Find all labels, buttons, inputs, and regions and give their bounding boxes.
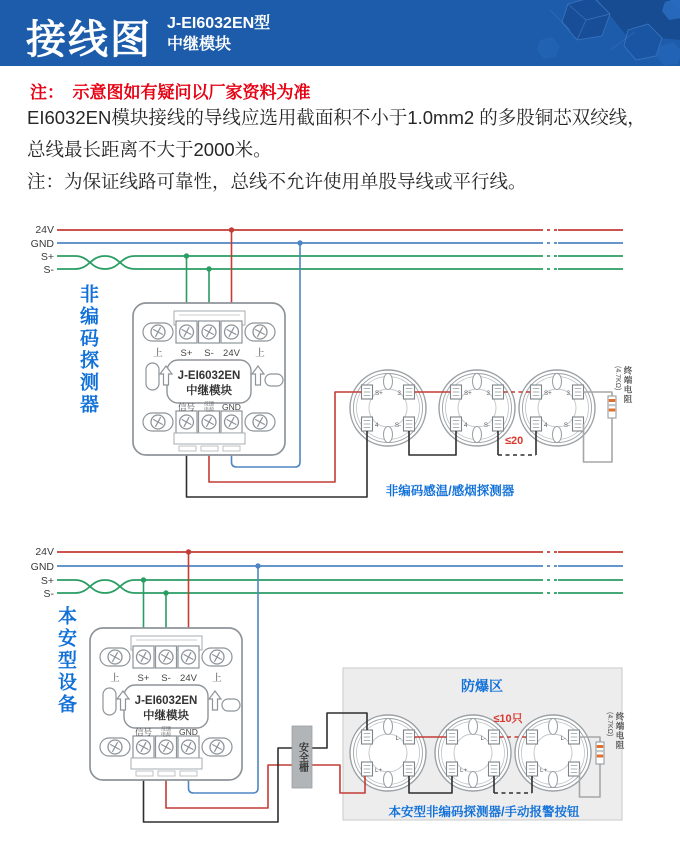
detector-5 <box>435 715 511 791</box>
side-label-1: 非编码探测器 <box>77 284 98 416</box>
bus-lines-1 <box>57 230 623 269</box>
svg-text:上: 上 <box>153 348 163 359</box>
side-label-2: 本安型设备 <box>55 606 76 716</box>
note-warning: 注： 示意图如有疑问以厂家资料为准 <box>30 83 311 102</box>
count-label-2: ≤10只 <box>493 713 523 725</box>
node-24v-2 <box>186 549 191 554</box>
svg-text:4: 4 <box>544 422 548 429</box>
node-gnd-1 <box>297 240 302 245</box>
eol-label-2 <box>606 712 626 750</box>
svg-text:L+: L+ <box>375 767 383 774</box>
svg-text:4: 4 <box>375 422 379 429</box>
node-sminus-2 <box>163 590 168 595</box>
bus-label-sminus: S- <box>43 264 54 276</box>
node-sminus-1 <box>206 266 211 271</box>
eol-value-2: (4.7KΩ) <box>606 712 613 737</box>
caption-1: 非编码感温/感烟探测器 <box>385 484 515 498</box>
note-2: 注：为保证线路可靠性，总线不允许使用单股导线或平行线。 <box>27 171 527 192</box>
svg-text:中继模块: 中继模块 <box>186 385 232 397</box>
bus2-label-24v: 24V <box>35 546 54 558</box>
svg-text:S+: S+ <box>137 673 150 684</box>
svg-text:S-: S- <box>483 422 490 429</box>
svg-text:3: 3 <box>397 390 401 397</box>
svg-text:S+: S+ <box>464 390 472 397</box>
bus-label-splus: S+ <box>40 251 54 263</box>
svg-text:L+: L+ <box>540 767 548 774</box>
module-type-label: 中继模块 <box>167 36 232 53</box>
svg-text:S-: S- <box>563 422 570 429</box>
node-splus-1 <box>184 253 189 258</box>
svg-text:信号: 信号 <box>134 727 153 737</box>
svg-text:4: 4 <box>464 422 468 429</box>
eol-value-1: (4.7KΩ) <box>614 366 621 391</box>
eol-resistor-2 <box>596 742 604 764</box>
svg-text:3: 3 <box>566 390 570 397</box>
bus-lines-2 <box>57 552 623 593</box>
svg-text:中继模块: 中继模块 <box>143 710 189 722</box>
svg-text:J-EI6032EN: J-EI6032EN <box>177 370 241 382</box>
detector-1 <box>350 370 426 446</box>
eol-name-1: 终端电阻 <box>623 366 633 404</box>
spec-line-2: 总线最长距离不大于2000米。 <box>27 139 272 160</box>
svg-text:电源: 电源 <box>160 732 172 738</box>
svg-text:上: 上 <box>255 348 265 359</box>
svg-text:反馈: 反馈 <box>160 726 172 733</box>
svg-text:L-: L- <box>560 735 566 742</box>
svg-text:L-: L- <box>480 735 486 742</box>
svg-text:3: 3 <box>486 390 490 397</box>
bus2-label-gnd: GND <box>30 561 54 573</box>
svg-text:S+: S+ <box>544 390 552 397</box>
bus2-label-splus: S+ <box>40 575 54 587</box>
svg-text:上: 上 <box>110 673 120 684</box>
model-label: J-EI6032EN型 <box>167 15 271 32</box>
page-title: 接线图 <box>26 18 152 62</box>
svg-text:电源: 电源 <box>203 407 215 413</box>
svg-text:24V: 24V <box>223 348 240 359</box>
bus-label-24v: 24V <box>35 224 54 236</box>
svg-text:S-: S- <box>204 348 214 359</box>
eol-name-2: 终端电阻 <box>615 712 625 750</box>
svg-text:信号: 信号 <box>177 402 196 412</box>
svg-text:S+: S+ <box>180 348 193 359</box>
svg-text:L+: L+ <box>460 767 468 774</box>
node-24v-1 <box>229 227 234 232</box>
svg-text:24V: 24V <box>180 673 197 684</box>
zone-title: 防爆区 <box>461 678 503 694</box>
svg-text:GND: GND <box>222 402 241 412</box>
caption-2: 本安型非编码探测器/手动报警按钮 <box>388 805 580 819</box>
svg-text:GND: GND <box>179 727 198 737</box>
svg-text:反馈: 反馈 <box>203 401 215 408</box>
bus-label-gnd: GND <box>30 238 54 250</box>
svg-text:L-: L- <box>395 735 401 742</box>
svg-text:J-EI6032EN: J-EI6032EN <box>134 695 198 707</box>
spec-line-1: EI6032EN模块接线的导线应选用截面积不小于1.0mm2 的多股铜芯双绞线， <box>27 107 646 128</box>
diagram1 <box>31 224 623 498</box>
barrier-label: 安全栅 <box>296 742 308 772</box>
svg-text:S-: S- <box>394 422 401 429</box>
node-gnd-2 <box>255 563 260 568</box>
eol-label-1 <box>614 366 634 404</box>
node-splus-2 <box>141 577 146 582</box>
diagram2 <box>31 546 623 822</box>
svg-text:S-: S- <box>161 673 171 684</box>
svg-text:S+: S+ <box>375 390 383 397</box>
bus2-label-sminus: S- <box>43 588 54 600</box>
count-label-1: ≤20 <box>505 435 524 447</box>
svg-text:上: 上 <box>212 673 222 684</box>
detector-2 <box>439 370 515 446</box>
detector-4 <box>350 715 426 791</box>
